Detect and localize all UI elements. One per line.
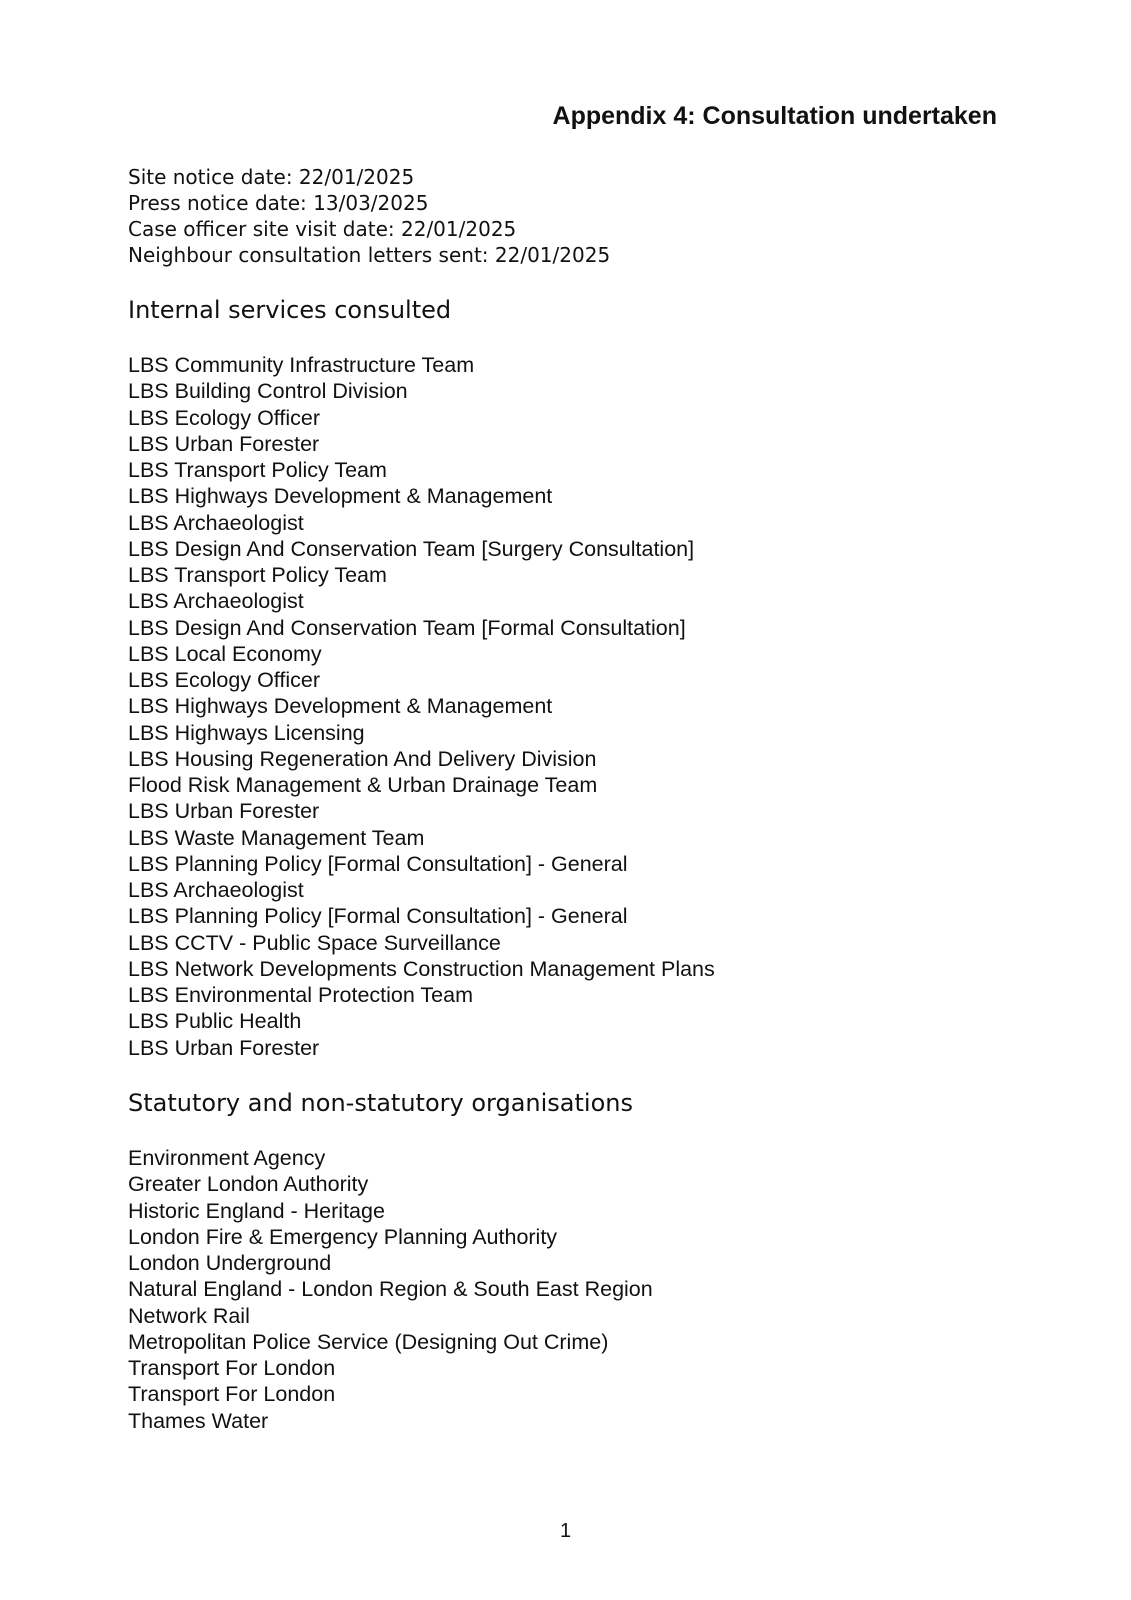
list-item: LBS Public Health <box>128 1009 302 1034</box>
list-item: Transport For London <box>128 1356 336 1380</box>
site-visit-date: Case officer site visit date: 22/01/2025 <box>128 217 517 241</box>
page-title: Appendix 4: Consultation undertaken <box>552 102 997 130</box>
list-item: LBS Urban Forester <box>128 799 320 824</box>
list-item: LBS Building Control Division <box>128 379 408 404</box>
list-item: LBS Local Economy <box>128 641 322 666</box>
list-item: London Underground <box>128 1251 332 1275</box>
list-item: LBS Highways Development & Management <box>128 694 553 719</box>
list-item: Network Rail <box>128 1303 250 1328</box>
list-item: LBS CCTV - Public Space Surveillance <box>128 930 501 955</box>
consultation-dates <box>128 164 610 268</box>
list-item: LBS Network Developments Construction Management Plans <box>128 956 715 981</box>
list-item: LBS Archaeologist <box>128 589 304 614</box>
list-item: Natural England - London Region & South East Region <box>128 1277 653 1302</box>
list-item: LBS Ecology Officer <box>128 405 320 430</box>
list-item: LBS Highways Development & Management <box>128 484 553 509</box>
statutory-organisations-list <box>128 1145 653 1434</box>
page-number: 1 <box>559 1520 572 1542</box>
list-item: LBS Archaeologist <box>128 510 304 535</box>
list-item: LBS Urban Forester <box>128 1035 320 1060</box>
list-item: London Fire & Emergency Planning Authority <box>128 1224 558 1249</box>
list-item: LBS Transport Policy Team <box>128 563 387 587</box>
list-item: LBS Highways Licensing <box>128 720 365 745</box>
list-item: LBS Community Infrastructure Team <box>128 353 475 377</box>
list-item: Environment Agency <box>128 1146 326 1170</box>
list-item: LBS Planning Policy [Formal Consultation] - General <box>128 904 628 929</box>
list-item: Flood Risk Management & Urban Drainage Team <box>128 773 598 797</box>
list-item: Thames Water <box>128 1408 269 1433</box>
list-item: LBS Design And Conservation Team [Surgery Consultation] <box>128 536 695 561</box>
internal-services-list <box>128 352 715 1061</box>
internal-services-heading: Internal services consulted <box>128 296 452 324</box>
list-item: LBS Planning Policy [Formal Consultation] - General <box>128 851 628 876</box>
list-item: Historic England - Heritage <box>128 1198 385 1223</box>
list-item: LBS Design And Conservation Team [Formal Consultation] <box>128 615 686 640</box>
list-item: LBS Archaeologist <box>128 878 304 902</box>
site-notice-date: Site notice date: 22/01/2025 <box>128 165 415 189</box>
list-item: LBS Waste Management Team <box>128 825 425 850</box>
list-item: LBS Environmental Protection Team <box>128 983 473 1007</box>
press-notice-date: Press notice date: 13/03/2025 <box>128 191 429 215</box>
list-item: LBS Ecology Officer <box>128 668 320 692</box>
statutory-organisations-heading: Statutory and non-statutory organisations <box>128 1089 633 1117</box>
list-item: LBS Transport Policy Team <box>128 458 387 482</box>
list-item: LBS Housing Regeneration And Delivery Division <box>128 746 597 771</box>
list-item: Greater London Authority <box>128 1172 369 1197</box>
list-item: Transport For London <box>128 1382 336 1407</box>
list-item: LBS Urban Forester <box>128 431 320 456</box>
list-item: Metropolitan Police Service (Designing Out Crime) <box>128 1329 609 1354</box>
neighbour-letters-date: Neighbour consultation letters sent: 22/01/2025 <box>128 243 611 267</box>
